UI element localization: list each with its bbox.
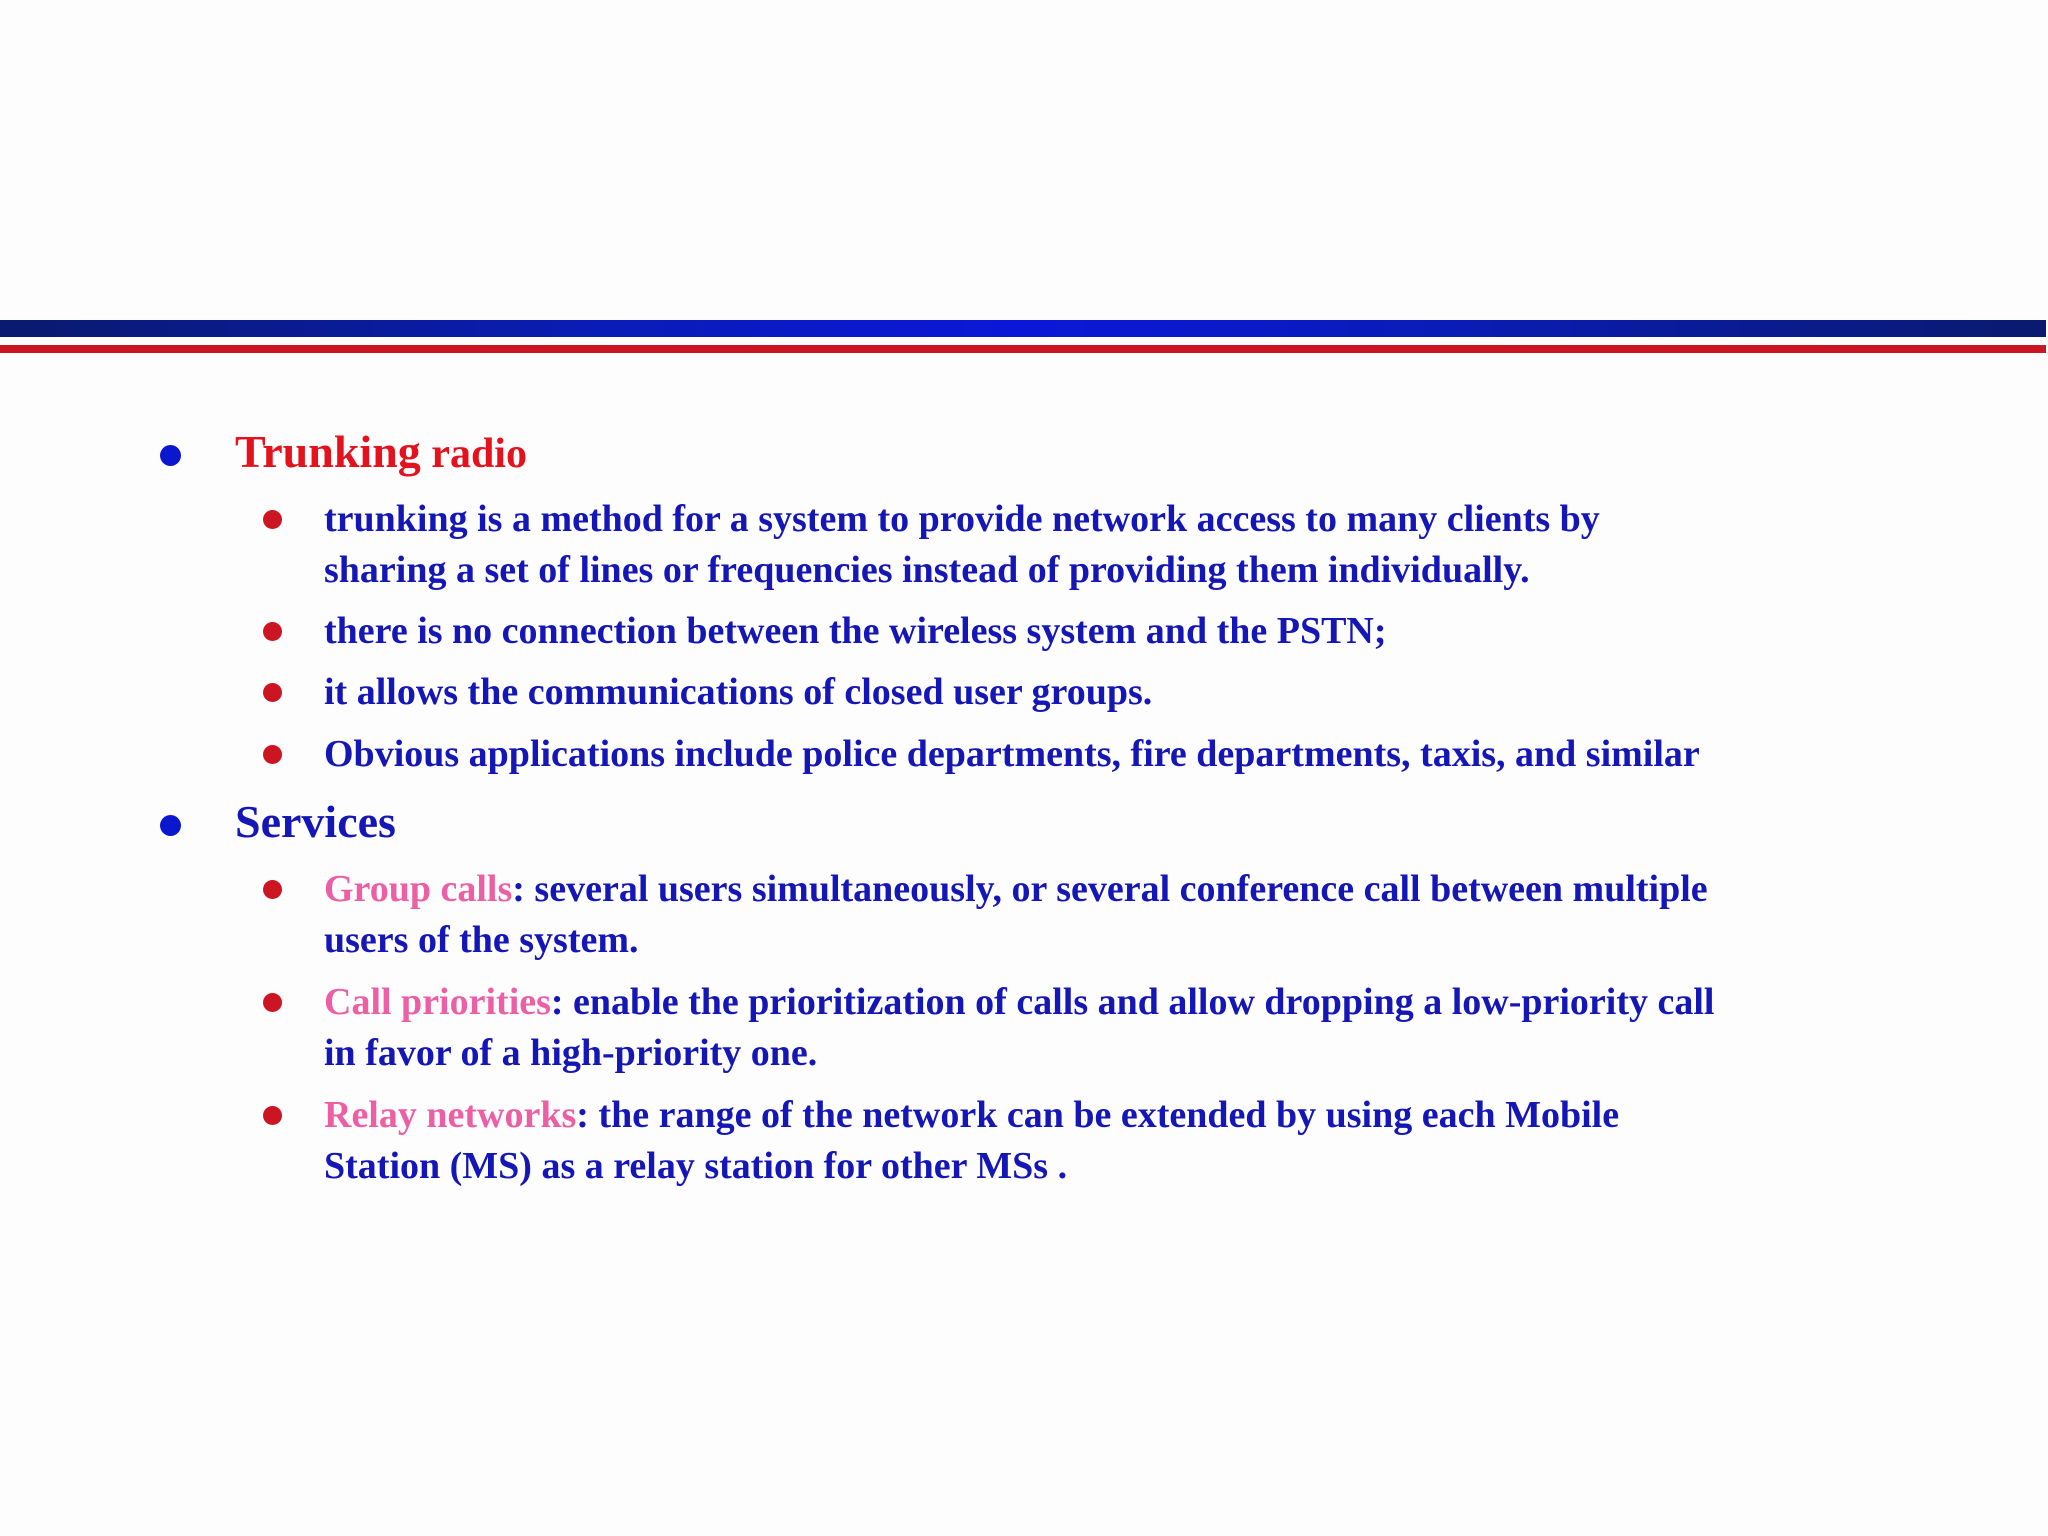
list-item-line <box>324 864 1708 915</box>
list-item-line <box>324 1090 1619 1141</box>
list-item-line: Obvious applications include police departments, fire departments, taxis, and similar <box>324 733 1700 775</box>
term-relay-networks: Relay networks <box>324 1094 577 1136</box>
list-item-line: there is no connection between the wireless system and the PSTN; <box>324 610 1387 652</box>
bullet-icon <box>263 745 282 764</box>
heading-rest: radio <box>420 431 527 477</box>
list-item-text: : several users simultaneously, or several conference call between multiple <box>512 868 1708 910</box>
bullet-icon <box>263 510 282 529</box>
bullet-icon <box>263 1106 282 1125</box>
list-item-text: : the range of the network can be extended by using each Mobile <box>576 1094 1620 1136</box>
list-item-text: : enable the prioritization of calls and allow dropping a low-priority call <box>550 981 1715 1023</box>
list-item-line: it allows the communications of closed user groups. <box>324 671 1153 713</box>
section-heading-services: Services <box>235 796 396 847</box>
list-item-line: users of the system. <box>324 919 639 961</box>
term-call-priorities: Call priorities <box>324 981 551 1023</box>
list-item-line: trunking is a method for a system to provide network access to many clients by <box>324 498 1600 540</box>
list-item-line: sharing a set of lines or frequencies instead of providing them individually. <box>324 549 1530 591</box>
section-heading-trunking <box>235 425 527 481</box>
bullet-icon <box>263 683 282 702</box>
list-item-line: in favor of a high-priority one. <box>324 1032 818 1074</box>
bullet-icon <box>263 993 282 1012</box>
bullet-icon <box>263 622 282 641</box>
bullet-icon <box>160 445 181 466</box>
list-item-line: Station (MS) as a relay station for other MSs . <box>324 1145 1068 1187</box>
heading-main: Trunking <box>235 426 421 477</box>
term-group-calls: Group calls <box>324 868 513 910</box>
list-item-line <box>324 977 1714 1028</box>
bullet-icon <box>263 880 282 899</box>
bullet-icon <box>160 815 181 836</box>
